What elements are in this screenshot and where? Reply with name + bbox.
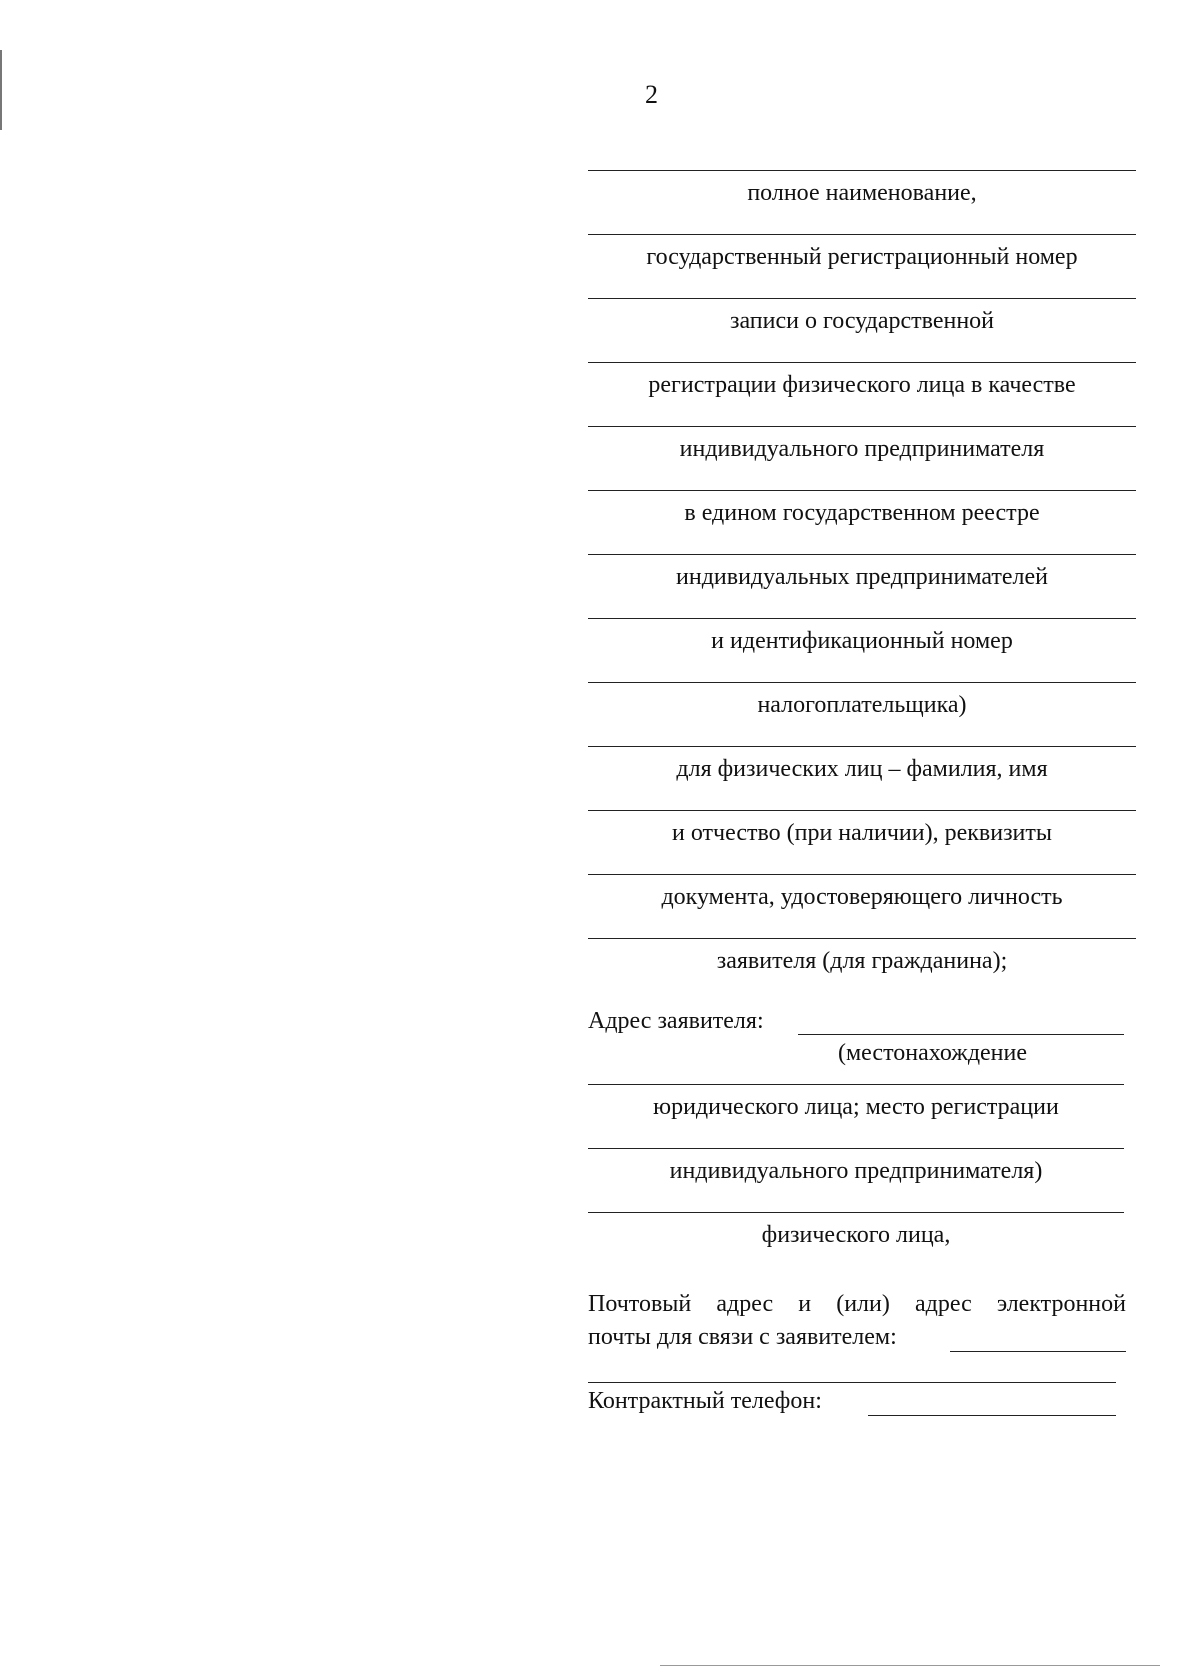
- fill-line[interactable]: [588, 490, 1136, 491]
- applicant-field-row: [588, 598, 1136, 662]
- applicant-address-block: [588, 1006, 1136, 1264]
- fill-line[interactable]: [588, 362, 1136, 363]
- field-caption: государственный регистрационный номер: [646, 244, 1078, 270]
- fill-line[interactable]: [588, 682, 1136, 683]
- fill-line[interactable]: [588, 298, 1136, 299]
- fill-line[interactable]: [588, 554, 1136, 555]
- applicant-field-row: [588, 406, 1136, 470]
- applicant-field-row: [588, 662, 1136, 726]
- phone-label: Контрактный телефон:: [588, 1388, 822, 1414]
- postal-fill-line[interactable]: [950, 1351, 1126, 1352]
- postal-address-label-cont: [588, 1321, 1126, 1354]
- applicant-field-row: [588, 790, 1136, 854]
- field-caption: индивидуального предпринимателя): [669, 1158, 1043, 1184]
- fill-line[interactable]: [588, 1084, 1124, 1085]
- fill-line[interactable]: [588, 234, 1136, 235]
- address-fill-line[interactable]: [798, 1034, 1124, 1035]
- field-caption: физического лица,: [761, 1222, 951, 1248]
- applicant-fields-block: [588, 150, 1136, 982]
- address-label-row: [588, 1006, 1136, 1038]
- fill-line[interactable]: [588, 618, 1136, 619]
- address-field-row: [588, 1136, 1136, 1200]
- fill-line[interactable]: [588, 810, 1136, 811]
- fill-line[interactable]: [588, 1148, 1124, 1149]
- field-caption: документа, удостоверяющего личность: [661, 884, 1063, 910]
- field-caption: полное наименование,: [747, 180, 977, 206]
- fill-line[interactable]: [588, 426, 1136, 427]
- applicant-field-row: [588, 342, 1136, 406]
- fill-line[interactable]: [588, 938, 1136, 939]
- phone-row: [588, 1385, 1126, 1418]
- applicant-field-row: [588, 470, 1136, 534]
- field-caption: индивидуального предпринимателя: [679, 436, 1045, 462]
- fill-line[interactable]: [588, 874, 1136, 875]
- phone-fill-line[interactable]: [868, 1415, 1116, 1416]
- applicant-field-row: [588, 854, 1136, 918]
- field-caption: записи о государственной: [729, 308, 995, 334]
- field-caption: юридического лица; место регистрации: [653, 1094, 1059, 1120]
- page-number: 2: [645, 80, 658, 109]
- field-caption: регистрации физического лица в качестве: [648, 372, 1076, 398]
- field-caption: в едином государственном реестре: [684, 500, 1040, 526]
- applicant-field-row: [588, 150, 1136, 214]
- address-field-row: [588, 1200, 1136, 1264]
- scan-edge-mark: [660, 1665, 1160, 1666]
- applicant-field-row: [588, 214, 1136, 278]
- applicant-field-row: [588, 534, 1136, 598]
- applicant-field-row: [588, 726, 1136, 790]
- postal-contact-block: [588, 1288, 1126, 1418]
- fill-line[interactable]: [588, 746, 1136, 747]
- field-caption: заявителя (для гражданина);: [716, 948, 1008, 974]
- field-caption: индивидуальных предпринимателей: [676, 564, 1048, 590]
- postal-extra-fill-line[interactable]: [588, 1382, 1116, 1383]
- postal-address-label: Почтовый адрес и (или) адрес электронной: [588, 1291, 1126, 1317]
- address-field-row: [588, 1072, 1136, 1136]
- field-caption: и идентификационный номер: [711, 628, 1013, 654]
- address-label: Адрес заявителя:: [588, 1008, 764, 1034]
- fill-line[interactable]: [588, 170, 1136, 171]
- applicant-field-row: [588, 278, 1136, 342]
- scan-edge-mark: [0, 50, 2, 130]
- postal-address-label-text: почты для связи с заявителем:: [588, 1324, 897, 1350]
- applicant-field-row: [588, 918, 1136, 982]
- address-sub-caption: (местонахождение: [838, 1040, 1028, 1066]
- field-caption: для физических лиц – фамилия, имя: [676, 756, 1048, 782]
- fill-line[interactable]: [588, 1212, 1124, 1213]
- field-caption: и отчество (при наличии), реквизиты: [671, 820, 1053, 846]
- field-caption: налогоплательщика): [757, 692, 967, 718]
